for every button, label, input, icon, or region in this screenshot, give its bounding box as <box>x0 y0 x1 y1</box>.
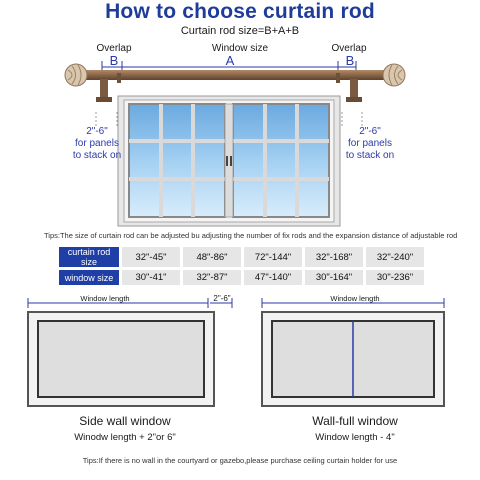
rod-size-header: curtain rod size <box>59 247 119 267</box>
side-wall-length-label: Window length <box>80 294 130 303</box>
window-size-cell: 47"-140" <box>244 270 302 285</box>
size-table <box>56 244 427 288</box>
window-size-cell: 30"-236" <box>366 270 424 285</box>
window-size-cell: 30"-41" <box>122 270 180 285</box>
window-frame <box>118 96 340 226</box>
page-subtitle: Curtain rod size=B+A+B <box>180 25 300 37</box>
stack-left-line2: for panels <box>75 138 119 149</box>
window-size-header: window size <box>59 270 119 285</box>
side-wall-extra-label: 2"-6" <box>213 294 231 303</box>
rod-size-cell: 72"-144" <box>244 247 302 267</box>
stack-note-left <box>60 126 134 162</box>
side-wall-caption: Side wall window <box>79 414 171 428</box>
stack-note-right <box>333 126 407 162</box>
stack-left-line3: to stack on <box>72 150 122 161</box>
stack-right-size: 2"-6" <box>359 126 381 137</box>
side-wall-formula: Winodw length + 2"or 6" <box>74 432 176 443</box>
window-size-label: Window size <box>211 43 269 54</box>
window-size-cell: 30"-164" <box>305 270 363 285</box>
rod-size-row <box>59 247 424 267</box>
curtain-rod-diagram <box>0 0 480 230</box>
tips-bottom: Tips:If there is no wall in the courtyard or gazebo,please purchase ceiling curtain holder for use <box>82 456 398 465</box>
rod-size-cell: 32"-168" <box>305 247 363 267</box>
overlap-right-label: Overlap <box>331 43 367 54</box>
letter-b-right: B <box>345 53 355 68</box>
wall-full-formula: Window length - 4" <box>315 432 395 443</box>
window-size-row <box>59 270 424 285</box>
stack-right-line2: for panels <box>348 138 392 149</box>
tips-top: Tips:The size of curtain rod can be adjusted bu adjusting the number of fix rods and the expansion distance of adjustable rod <box>44 231 458 240</box>
rod-size-cell: 32"-45" <box>122 247 180 267</box>
wall-full-length-label: Window length <box>330 294 380 303</box>
stack-left-size: 2"-6" <box>86 126 108 137</box>
window-size-cell: 32"-87" <box>183 270 241 285</box>
stack-right-line3: to stack on <box>345 150 395 161</box>
wall-full-window-diagram <box>262 298 444 406</box>
side-wall-window-diagram <box>28 298 232 406</box>
wall-full-caption: Wall-full window <box>312 414 398 428</box>
page-title: How to choose curtain rod <box>105 0 375 23</box>
rod-size-cell: 32"-240" <box>366 247 424 267</box>
overlap-left-label: Overlap <box>96 43 132 54</box>
letter-a: A <box>225 53 235 68</box>
window-type-diagrams <box>0 290 480 410</box>
rod-size-cell: 48"-86" <box>183 247 241 267</box>
letter-b-left: B <box>109 53 119 68</box>
